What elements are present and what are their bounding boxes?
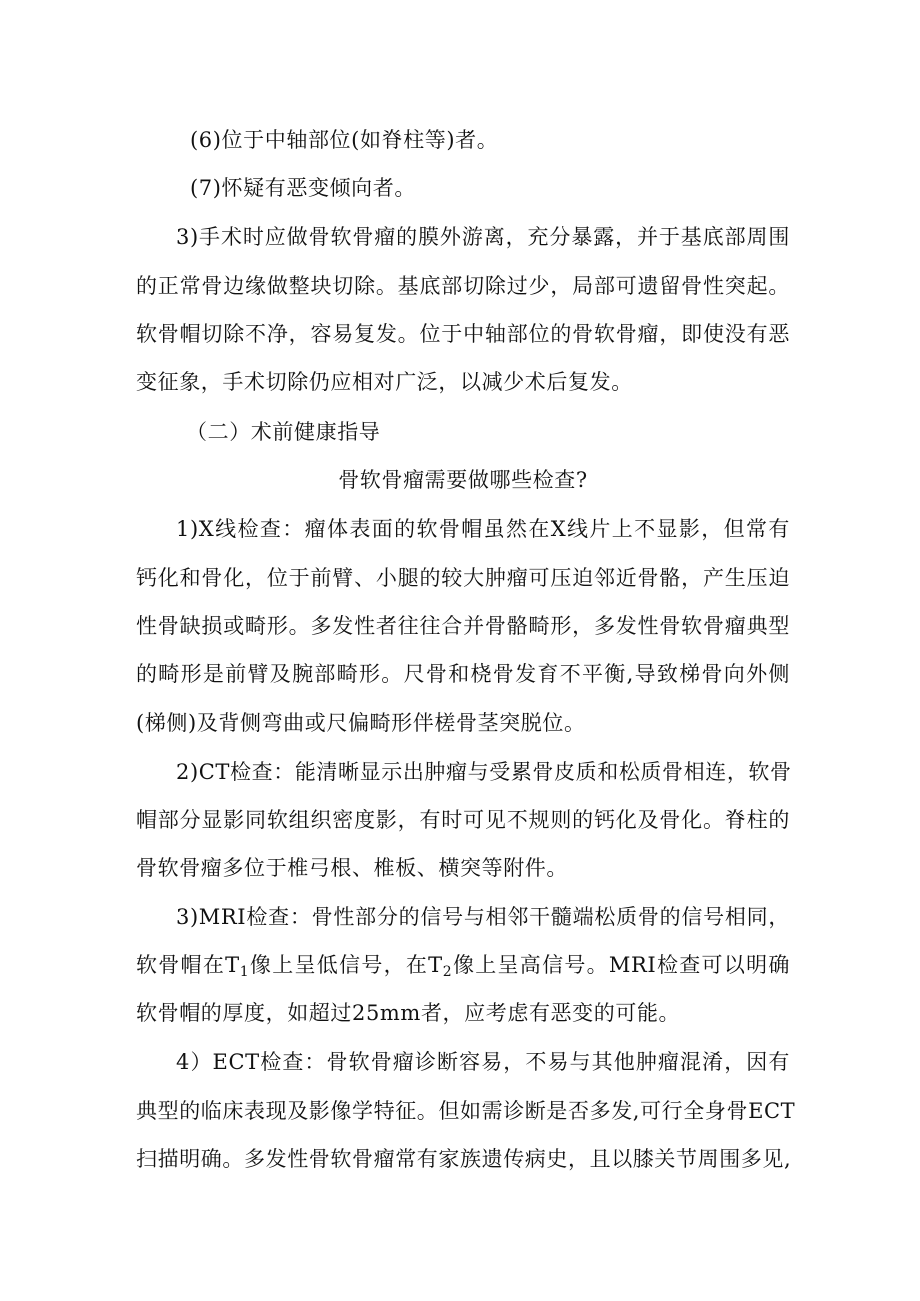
paragraph-line: 变征象，手术切除仍应相对广泛，以减少术后复发。 [136, 370, 633, 394]
paragraph-line: 帽部分显影同软组织密度影，有时可见不规则的钙化及骨化。脊柱的 [136, 808, 790, 832]
paragraph-line: 的正常骨边缘做整块切除。基底部切除过少，局部可遗留骨性突起。 [136, 274, 790, 298]
text-segment: 软骨帽在T [136, 953, 240, 977]
paragraph-line: 软骨帽切除不净，容易复发。位于中轴部位的骨软骨瘤，即使没有恶 [136, 322, 790, 346]
paragraph-line: 3)手术时应做骨软骨瘤的膜外游离，充分暴露，并于基底部周围 [176, 225, 790, 249]
paragraph-line: 钙化和骨化，位于前臂、小腿的较大肿瘤可压迫邻近骨骼，产生压迫 [136, 566, 790, 590]
list-item-6: (6)位于中轴部位(如脊柱等)者。 [190, 128, 499, 152]
paragraph-line: 性骨缺损或畸形。多发性者往往合并骨骼畸形，多发性骨软骨瘤典型 [136, 614, 790, 638]
paragraph-line: 骨软骨瘤多位于椎弓根、椎板、横突等附件。 [136, 856, 568, 880]
paragraph-line: 典型的临床表现及影像学特征。但如需诊断是否多发,可行全身骨ECT [136, 1099, 796, 1123]
paragraph-line: 软骨帽的厚度，如超过25mm者，应考虑有恶变的可能。 [136, 1001, 681, 1025]
text-segment: 像上呈低信号，在T [249, 953, 443, 977]
section-title: 骨软骨瘤需要做哪些检查? [338, 468, 588, 492]
section-heading: （二）术前健康指导 [186, 420, 381, 444]
paragraph-line: 2)CT检查：能清晰显示出肿瘤与受累骨皮质和松质骨相连，软骨 [176, 760, 792, 784]
paragraph-line: 3)MRI检查：骨性部分的信号与相邻干髓端松质骨的信号相同， [176, 905, 790, 929]
subscript-2: 2 [442, 964, 453, 980]
list-item-7: (7)怀疑有恶变倾向者。 [190, 176, 416, 200]
paragraph-line: 1)X线检查：瘤体表面的软骨帽虽然在X线片上不显影，但常有 [176, 517, 790, 541]
paragraph-line-with-subscripts [136, 951, 790, 979]
text-segment: 像上呈高信号。MRI检查可以明确 [452, 953, 790, 977]
paragraph-line: 的畸形是前臂及腕部畸形。尺骨和桡骨发育不平衡,导致梯骨向外侧 [136, 662, 790, 686]
subscript-1: 1 [239, 964, 250, 980]
paragraph-line: (梯侧)及背侧弯曲或尺偏畸形伴槎骨茎突脱位。 [136, 711, 586, 735]
paragraph-line: 扫描明确。多发性骨软骨瘤常有家族遗传病史，且以膝关节周围多见, [136, 1147, 792, 1171]
paragraph-line: 4）ECT检查：骨软骨瘤诊断容易，不易与其他肿瘤混淆，因有 [176, 1050, 790, 1074]
